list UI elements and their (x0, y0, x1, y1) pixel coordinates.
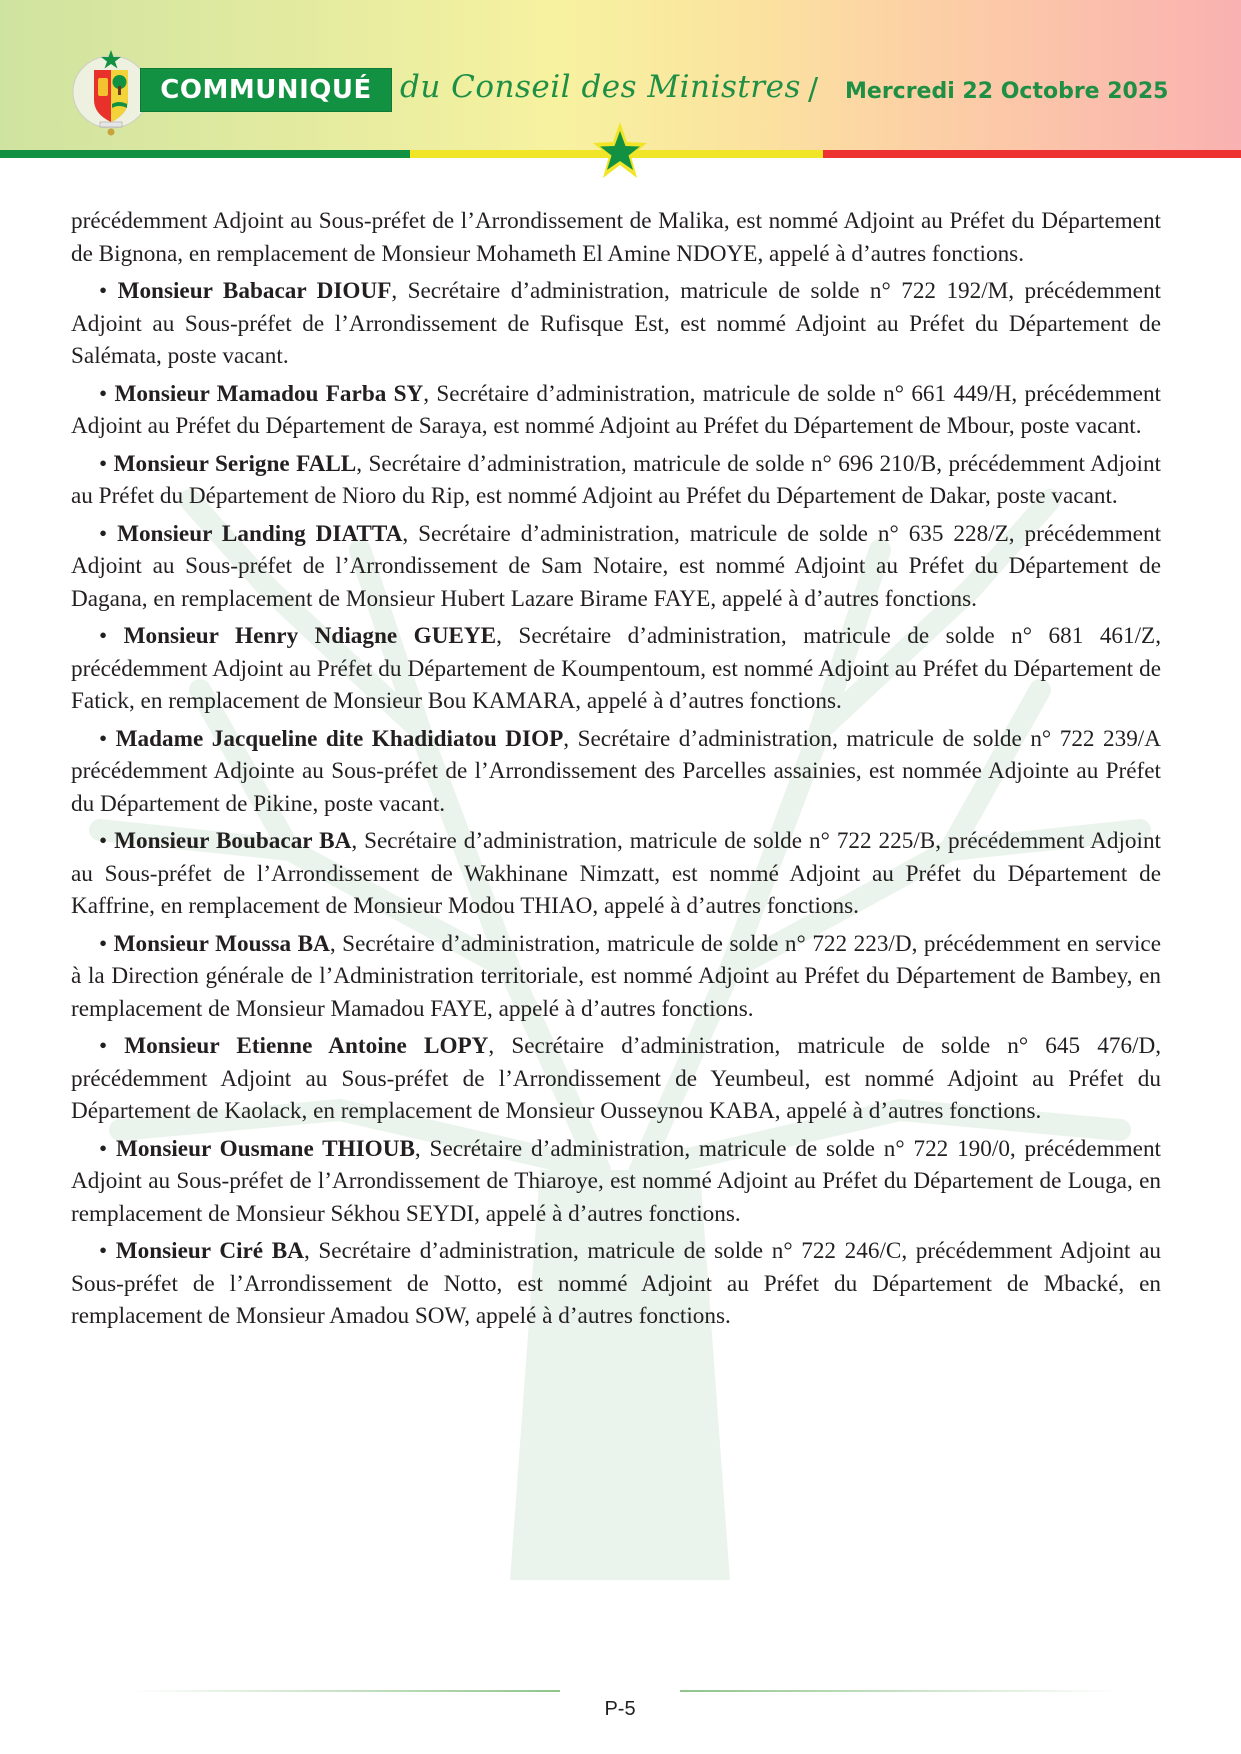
appointment-item (71, 448, 1161, 513)
appointment-item (71, 620, 1161, 718)
bullet: • (99, 450, 108, 477)
appointment-details: , Secrétaire d’administration, matricule de solde n° 635 228/Z, précédemment Adjoint au Sous-préfet de l’Arrondissement de Sam Notaire, est nommé Adjoint au Préfet du Département de Dagana, en remplacement de Monsieur Hubert Lazare Birame FAYE, appelé à d’autres fonctions. (71, 520, 1162, 612)
appointee-name: Monsieur Henry Ndiagne GUEYE (123, 623, 497, 649)
appointee-name: Madame Jacqueline dite Khadidiatou DIOP (115, 725, 564, 752)
appointment-item (71, 1030, 1161, 1128)
appointment-item (71, 723, 1161, 821)
intro-paragraph: précédemment Adjoint au Sous-préfet de l’Arrondissement de Malika, est nommé Adjoint au Préfet du Département de Bignona, en remplacement de Monsieur Mohameth El Amine NDOYE, appelé à d’autres fonctions. (71, 208, 1161, 267)
bullet: • (99, 930, 108, 957)
appointment-details: , Secrétaire d’administration, matricule de solde n° 722 192/M, précédemment Adjoint au Sous-préfet de l’Arrondissement de Rufisque Est, est nommé Adjoint au Préfet du Département de Salémata, poste vacant. (71, 278, 1161, 369)
bullet: • (99, 1238, 108, 1264)
appointee-name: Monsieur Serigne FALL (113, 450, 357, 477)
bullet: • (99, 725, 108, 752)
meeting-date: Mercredi 22 Octobre 2025 (845, 79, 1169, 104)
appointment-details: , Secrétaire d’administration, matricule de solde n° 722 190/0, précédemment Adjoint au Sous-préfet de l’Arrondissement de Thiaroye, est nommé Adjoint au Préfet du Département de Louga, en remplacement de Monsieur Sékhou SEYDI, appelé à d’autres fonctions. (71, 1135, 1162, 1227)
appointment-details: , Secrétaire d’administration, matricule de solde n° 722 223/D, précédemment en service à la Direction générale de l’Administration territoriale, est nommé Adjoint au Préfet du Département de Bambey, en remplacement de Monsieur Mamadou FAYE, appelé à d’autres fonctions. (71, 930, 1161, 1022)
appointment-details: , Secrétaire d’administration, matricule de solde n° 681 461/Z, précédemment Adjoint au Préfet du Département de Koumpentoum, est nommé Adjoint au Préfet du Département de Fatick, en remplacement de Monsieur Bou KAMARA, appelé à d’autres fonctions. (71, 623, 1161, 714)
appointment-item (71, 928, 1161, 1026)
bullet: • (99, 1033, 108, 1059)
appointee-name: Monsieur Boubacar BA (114, 828, 352, 854)
appointment-details: , Secrétaire d’administration, matricule de solde n° 696 210/B, précédemment Adjoint au Préfet du Département de Nioro du Rip, est nommé Adjoint au Préfet du Département de Dakar, poste vacant. (71, 450, 1161, 509)
footer-divider-left (130, 1690, 560, 1692)
document-body (71, 205, 1161, 1338)
appointment-item (71, 378, 1161, 443)
appointment-details: , Secrétaire d’administration, matricule de solde n° 722 246/C, précédemment Adjoint au Sous-préfet de l’Arrondissement de Notto, est nommé Adjoint au Préfet du Département de Mbacké, en remplacement de Monsieur Amadou SOW, appelé à d’autres fonctions. (71, 1238, 1162, 1329)
communique-badge (140, 68, 392, 112)
appointee-name: Monsieur Moussa BA (113, 930, 330, 957)
appointee-name: Monsieur Landing DIATTA (117, 520, 403, 547)
bullet: • (99, 520, 108, 547)
star-icon (593, 122, 647, 182)
bullet: • (99, 278, 108, 304)
appointment-item (71, 275, 1161, 373)
page-number: P-5 (604, 1698, 636, 1720)
communique-label: COMMUNIQUÉ (160, 75, 372, 105)
appointment-details: , Secrétaire d’administration, matricule de solde n° 722 239/A précédemment Adjointe au Sous-préfet de l’Arrondissement des Parcelles assainies, est nommée Adjointe au Préfet du Département de Pikine, poste vacant. (71, 725, 1161, 817)
bullet: • (99, 380, 108, 407)
appointment-details: , Secrétaire d’administration, matricule de solde n° 661 449/H, précédemment Adjoint au Préfet du Département de Saraya, est nommé Adjoint au Préfet du Département de Mbour, poste vacant. (71, 380, 1161, 439)
appointment-details: , Secrétaire d’administration, matricule de solde n° 645 476/D, précédemment Adjoint au Sous-préfet de l’Arrondissement de Yeumbeul, est nommé Adjoint au Préfet du Département de Kaolack, en remplacement de Monsieur Ousseynou KABA, appelé à d’autres fonctions. (71, 1033, 1162, 1124)
appointee-name: Monsieur Ciré BA (115, 1238, 304, 1264)
flag-stripe-green (0, 150, 410, 158)
appointee-name: Monsieur Etienne Antoine LOPY (124, 1033, 489, 1059)
appointee-name: Monsieur Ousmane THIOUB (115, 1135, 415, 1162)
appointment-item (71, 518, 1161, 616)
header-separator: / (808, 72, 819, 107)
bullet: • (99, 1135, 108, 1162)
flag-stripe-red (823, 150, 1241, 158)
appointment-details: , Secrétaire d’administration, matricule de solde n° 722 225/B, précédemment Adjoint au Sous-préfet de l’Arrondissement de Wakhinane Nimzatt, est nommé Adjoint au Préfet du Département de Kaffrine, en remplacement de Monsieur Modou THIAO, appelé à d’autres fonctions. (71, 828, 1162, 919)
footer-divider-right (680, 1690, 1120, 1692)
appointment-item (71, 1133, 1161, 1231)
bullet: • (99, 828, 108, 854)
bullet: • (99, 623, 108, 649)
appointment-item (71, 825, 1161, 923)
appointee-name: Monsieur Mamadou Farba SY (114, 380, 424, 407)
council-subtitle: du Conseil des Ministres (400, 69, 801, 105)
appointee-name: Monsieur Babacar DIOUF (117, 278, 392, 304)
appointment-item (71, 1235, 1161, 1333)
